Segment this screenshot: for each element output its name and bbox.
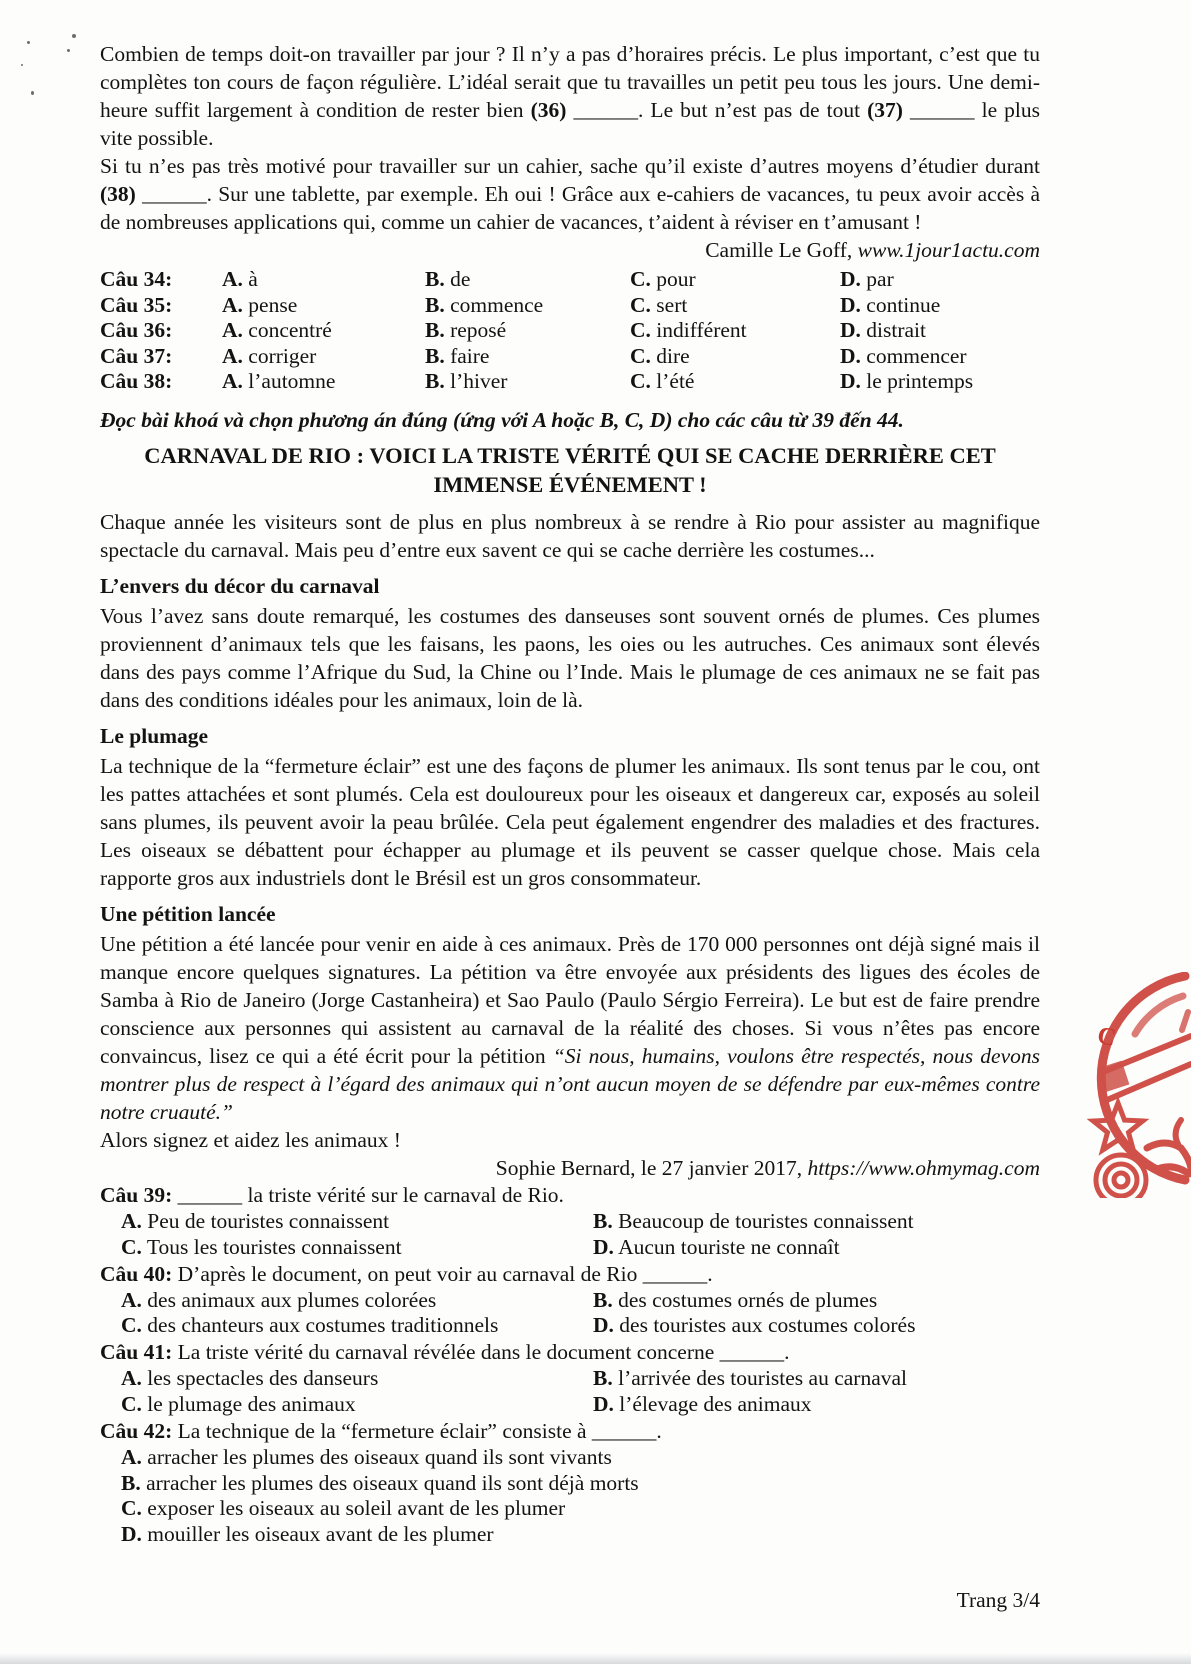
option-a [121, 1366, 593, 1392]
option-text: reposé [450, 318, 507, 343]
scanner-edge-shadow [0, 1653, 1191, 1664]
question-stem: La technique de la “fermeture éclair” consiste à ______. [172, 1418, 662, 1443]
mcq-row-36 [100, 318, 1040, 344]
option-letter: B. [593, 1287, 613, 1312]
passage-heading-2: Le plumage [100, 723, 209, 748]
option-c [630, 267, 840, 293]
scan-speck [27, 41, 30, 44]
option-text: des costumes ornés de plumes [618, 1287, 878, 1312]
option-letter: C. [630, 343, 651, 368]
passage-heading-3: Une pétition lancée [100, 901, 276, 926]
passage-closing: Alors signez et aidez les animaux ! [100, 1127, 401, 1152]
option-letter: B. [425, 318, 445, 343]
option-c [630, 318, 840, 344]
option-letter: C. [121, 1496, 142, 1521]
red-official-stamp-icon [1085, 972, 1191, 1198]
option-letter: A. [222, 292, 243, 317]
question-label: Câu 41: [100, 1340, 173, 1365]
stamp-letter: C [1094, 1021, 1119, 1052]
option-b [593, 1288, 1040, 1314]
option-d [840, 344, 1040, 370]
option-b [593, 1366, 1040, 1392]
passage-body-2: La technique de la “fermeture éclair” est une des façons de plumer les animaux. Ils sont tenus par le cou, ont les pattes attachées et sont plumés. Cela est douloureux pour les oiseaux et dangereux car, exposés au soleil sans plumes, ils peuvent avoir la peau brûlée. Cela peut également engendrer des maladies et des fractures. Les oiseaux se débattent pour échapper au plumage et ils peuvent se casser quelque chose. Mais cela rapporte gros aux industriels dont le Brésil est un gros consommateur. [100, 753, 1040, 890]
option-c [121, 1313, 593, 1339]
option-text: arracher les plumes des oiseaux quand ils sont déjà morts [146, 1470, 639, 1495]
cloze-text: Combien de temps doit-on travailler par jour ? Il n’y a pas d’horaires précis. Le plus important, c’est que tu complètes ton cours de façon régulière. L’idéal serait que tu travailles un petit peu tous les jours. Une demi-heure suffit largement à condition de rester bien [100, 42, 1040, 122]
option-a [222, 369, 425, 395]
option-text: pour [656, 267, 696, 291]
mcq-row-34 [100, 267, 1040, 293]
option-b [425, 369, 630, 395]
option-text: de [450, 267, 471, 291]
option-a [222, 267, 425, 293]
option-letter: B. [593, 1208, 613, 1233]
passage-heading-1: L’envers du décor du carnaval [100, 573, 380, 598]
question-39 [100, 1182, 1040, 1261]
option-letter: B. [593, 1366, 613, 1391]
option-text: des chanteurs aux costumes traditionnels [147, 1313, 499, 1338]
option-c [630, 293, 840, 319]
mcq-row-38 [100, 369, 1040, 395]
option-letter: D. [840, 318, 861, 343]
option-text: par [866, 267, 894, 291]
question-42 [100, 1418, 1040, 1548]
option-c [121, 1235, 593, 1261]
options-42 [100, 1445, 1040, 1548]
option-text: distrait [866, 318, 926, 343]
passage-text: Une pétition a été lancée pour venir en aide à ces animaux. Près de 170 000 personnes ont déjà signé mais il manque encore quelques signatures. La pétition va être envoyée aux présidents des ligues des écoles de Samba à Rio de Janeiro (Jorge Castanheira) et Sao Paulo (Paulo Sérgio Ferreira). Le but est de faire prendre conscience aux personnes qui assistent au carnaval de la réalité des choses. Si vous n’êtes pas encore convaincus, lisez ce qui a été écrit pour la pétition [100, 931, 1040, 1068]
option-letter: D. [593, 1313, 614, 1338]
option-text: arracher les plumes des oiseaux quand ils sont vivants [147, 1444, 612, 1469]
options-40 [100, 1288, 1040, 1340]
option-text: des touristes aux costumes colorés [619, 1313, 916, 1338]
option-c [121, 1496, 1040, 1522]
option-letter: C. [121, 1391, 142, 1416]
question-stem: ______ la triste vérité sur le carnaval de Rio. [172, 1182, 564, 1207]
option-a [222, 293, 425, 319]
mcq-row-37 [100, 344, 1040, 370]
cloze-paragraph-1 [100, 40, 1040, 152]
question-label: Câu 39: [100, 1182, 173, 1207]
blank-number-36: (36) [530, 98, 567, 122]
option-text: l’hiver [450, 369, 508, 394]
page-content [100, 40, 1040, 1548]
option-letter: D. [840, 369, 861, 394]
source-url: https://www.ohmymag.com [807, 1155, 1040, 1180]
option-b [425, 293, 630, 319]
option-a [121, 1288, 593, 1314]
option-text: Beaucoup de touristes connaissent [618, 1208, 914, 1233]
petition-quote: “Si nous, humains, voulons être respectés, nous devons montrer plus de respect à l’égard des animaux qui n’ont aucun moyen de se défendre par eux-mêmes contre notre cruauté.” [100, 1043, 1040, 1124]
scan-speck [31, 91, 34, 95]
option-text: exposer les oiseaux au soleil avant de les plumer [147, 1496, 566, 1521]
mcq-grid-34-38 [100, 267, 1040, 395]
option-text: concentré [248, 318, 332, 343]
blank-line: ______ [566, 98, 638, 122]
option-a [121, 1209, 593, 1235]
option-letter: B. [425, 369, 445, 394]
option-text: des animaux aux plumes colorées [147, 1287, 437, 1312]
option-letter: A. [121, 1287, 142, 1312]
question-label: Câu 37: [100, 343, 173, 368]
option-text: Tous les touristes connaissent [146, 1234, 402, 1259]
option-letter: A. [121, 1208, 142, 1233]
option-d [593, 1235, 1040, 1261]
question-40 [100, 1261, 1040, 1340]
option-letter: A. [121, 1366, 142, 1391]
question-label: Câu 36: [100, 318, 173, 343]
section-instruction: Đọc bài khoá và chọn phương án đúng (ứng với A hoặc B, C, D) cho các câu từ 39 đến 44. [100, 407, 904, 432]
passage-intro: Chaque année les visiteurs sont de plus en plus nombreux à se rendre à Rio pour assister au magnifique spectacle du carnaval. Mais peu d’entre eux savent ce qui se cache derrière les costumes... [100, 509, 1040, 562]
option-text: l’automne [248, 369, 336, 394]
option-letter: B. [425, 267, 445, 291]
question-stem: D’après le document, on peut voir au carnaval de Rio ______. [172, 1261, 713, 1286]
option-text: les spectacles des danseurs [147, 1366, 379, 1391]
scan-speck [67, 49, 70, 52]
question-stem-row [100, 1182, 1040, 1209]
cloze-paragraph-2 [100, 152, 1040, 236]
question-label: Câu 40: [100, 1261, 173, 1286]
option-letter: B. [425, 343, 445, 368]
source-url: www.1jour1actu.com [857, 238, 1040, 262]
option-b [425, 344, 630, 370]
question-label: Câu 42: [100, 1418, 173, 1443]
option-letter: A. [222, 267, 243, 291]
option-text: continue [866, 292, 941, 317]
option-b [593, 1209, 1040, 1235]
option-b [425, 267, 630, 293]
passage-attribution [100, 1154, 1040, 1182]
option-d [840, 369, 1040, 395]
scan-speck [72, 34, 76, 38]
option-text: indifférent [656, 318, 747, 343]
option-text: l’été [656, 369, 695, 394]
option-text: dire [656, 343, 690, 368]
question-stem-row [100, 1261, 1040, 1288]
cloze-text: . Le but n’est pas de tout [638, 98, 868, 122]
option-a [222, 344, 425, 370]
option-text: le plumage des animaux [147, 1391, 356, 1416]
cloze-text: Si tu n’es pas très motivé pour travailler sur un cahier, sache qu’il existe d’autres moyens d’étudier durant [100, 154, 1040, 178]
options-41 [100, 1366, 1040, 1418]
options-39 [100, 1209, 1040, 1261]
question-stem-row [100, 1339, 1040, 1366]
option-text: sert [656, 292, 688, 317]
blank-line: ______ [902, 98, 982, 122]
option-letter: A. [121, 1444, 142, 1469]
question-label: Câu 34: [100, 267, 173, 291]
option-c [121, 1392, 593, 1418]
option-letter: D. [840, 292, 861, 317]
option-text: mouiller les oiseaux avant de les plumer [147, 1522, 494, 1547]
option-letter: A. [222, 369, 243, 394]
blank-line: ______ [135, 182, 207, 206]
option-text: à [248, 267, 258, 291]
option-text: commencer [866, 343, 967, 368]
question-41 [100, 1339, 1040, 1418]
cloze-text: . Sur une tablette, par exemple. Eh oui ! Grâce aux e-cahiers de vacances, tu peux avoir accès à de nombreuses applications qui, comme un cahier de vacances, t’aident à réviser en t’amusant ! [100, 182, 1041, 234]
option-letter: D. [840, 267, 861, 291]
option-d [593, 1392, 1040, 1418]
option-text: l’arrivée des touristes au carnaval [618, 1366, 908, 1391]
option-letter: C. [121, 1234, 142, 1259]
option-letter: C. [630, 369, 651, 394]
option-d [593, 1313, 1040, 1339]
option-letter: D. [593, 1391, 614, 1416]
option-text: commence [450, 292, 544, 317]
mcq-row-35 [100, 293, 1040, 319]
option-c [630, 344, 840, 370]
option-d [840, 293, 1040, 319]
passage-title: CARNAVAL DE RIO : VOICI LA TRISTE VÉRITÉ QUI SE CACHE DERRIÈRE CET IMMENSE ÉVÉNEMENT ! [144, 442, 996, 497]
question-stem-row [100, 1418, 1040, 1445]
option-a [222, 318, 425, 344]
option-letter: C. [630, 318, 651, 343]
option-letter: C. [121, 1313, 142, 1338]
option-letter: C. [630, 267, 651, 291]
option-letter: C. [630, 292, 651, 317]
option-text: pense [248, 292, 298, 317]
option-text: faire [450, 343, 490, 368]
option-d [121, 1522, 1040, 1548]
option-text: corriger [248, 343, 317, 368]
scan-speck [21, 64, 23, 66]
option-d [840, 318, 1040, 344]
option-d [840, 267, 1040, 293]
question-label: Câu 35: [100, 292, 173, 317]
option-letter: A. [222, 343, 243, 368]
option-letter: D. [840, 343, 861, 368]
option-a [121, 1445, 1040, 1471]
author-name: Camille Le Goff, [705, 238, 858, 262]
blank-number-37: (37) [867, 98, 903, 122]
passage-body-1: Vous l’avez sans doute remarqué, les costumes des danseuses sont souvent ornés de plumes. Ces plumes proviennent d’animaux tels que les faisans, les paons, les oies ou les autruches. Ces animaux sont élevés dans des pays comme l’Afrique du Sud, la Chine ou l’Inde. Mais le plumage de ces animaux ne se fait pas dans des conditions idéales pour les animaux, loin de là. [100, 603, 1040, 712]
option-text: l’élevage des animaux [619, 1391, 812, 1416]
passage-body-3 [100, 930, 1040, 1126]
option-text: Peu de touristes connaissent [147, 1208, 390, 1233]
option-letter: D. [121, 1522, 142, 1547]
page-number: Trang 3/4 [956, 1588, 1040, 1612]
question-stem: La triste vérité du carnaval révélée dans le document concerne ______. [172, 1340, 790, 1365]
question-label: Câu 38: [100, 369, 173, 394]
option-b [121, 1471, 1040, 1497]
option-text: Aucun touriste ne connaît [618, 1234, 840, 1259]
cloze-attribution [100, 236, 1040, 264]
blank-number-38: (38) [100, 182, 136, 206]
option-letter: B. [425, 292, 445, 317]
option-b [425, 318, 630, 344]
option-letter: B. [121, 1470, 141, 1495]
option-c [630, 369, 840, 395]
option-text: le printemps [866, 369, 974, 394]
option-letter: A. [222, 318, 243, 343]
cloze-text: le plus vite possible. [100, 98, 1041, 150]
author-name: Sophie Bernard, le 27 janvier 2017, [495, 1155, 808, 1180]
option-letter: D. [593, 1234, 614, 1259]
